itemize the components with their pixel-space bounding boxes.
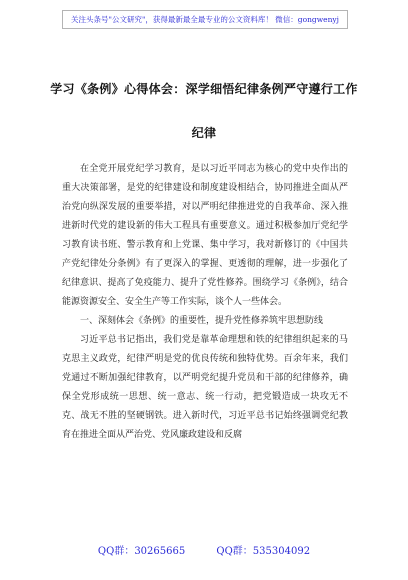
body-paragraph-2: 习近平总书记指出，我们党是靠革命理想和铁的纪律组织起来的马克思主义政党，纪律严明是党的优良传统和独特优势。百余年来，我们党通过不断加强纪律教育，以严明党纪提升党员和干部的纪律修养，确保全党形成统一思想、统一意志、统一行动，把党锻造成一块攻无不克、战无不胜的坚硬钢铁。进入新时代，习近平总书记始终强调党纪教育在推进全面从严治党、党风廉政建设和反腐 <box>62 335 348 440</box>
footer-qq-group-1: QQ群：30265665 <box>97 546 186 557</box>
footer-qq-group-2: QQ群：535304092 <box>216 546 311 557</box>
header-banner: 关注头条号"公文研究"，获得最新最全最专业的公文资料库！ 微信：gongwenyj <box>62 10 348 29</box>
body-paragraph-intro: 在全党开展党纪学习教育，是以习近平同志为核心的党中央作出的重大决策部署，是党的纪律建设和制度建设相结合，协同推进全面从严治党向纵深发展的重要举措，对以严明纪律推进党的自我革命、深入推进新时代党的建设新的伟大工程具有重要意义。通过积极参加厅党纪学习教育读书班、警示教育和上党课、集中学习，我对新修订的《中国共产党纪律处分条例》有了更深入的掌握、更透彻的理解，进一步强化了纪律意识、提高了免疫能力、提升了党性修养。围绕学习《条例》，结合能源资源安全、安全生产等工作实际，谈个人一些体会。 <box>62 164 348 307</box>
footer-contact <box>0 542 408 557</box>
document-title-line2: 纪律 <box>191 126 217 140</box>
document-title-line1: 学习《条例》心得体会：深学细悟纪律条例严守遵行工作 <box>50 82 358 96</box>
document-body <box>62 160 348 445</box>
section-heading-1: 一、深刻体会《条例》的重要性，提升党性修养筑牢思想防线 <box>80 316 324 326</box>
